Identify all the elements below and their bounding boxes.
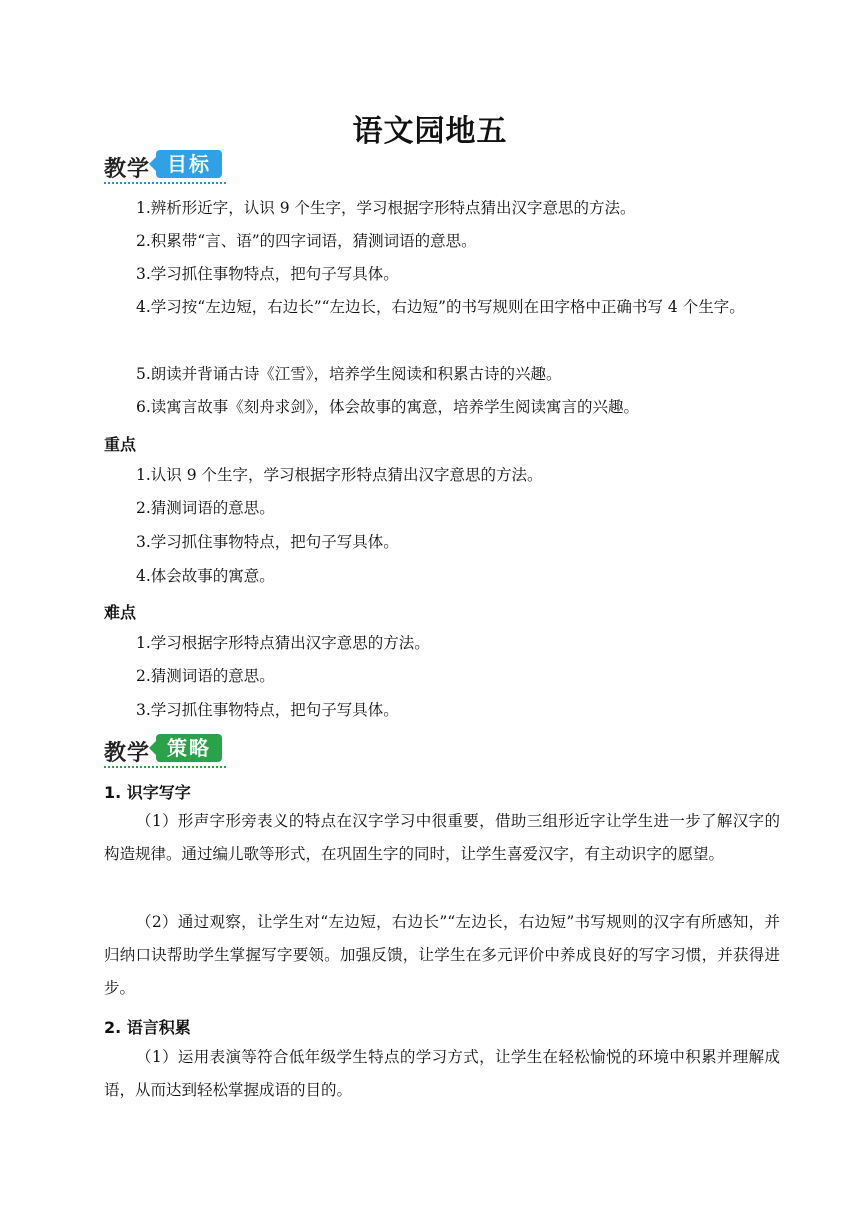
- goal-item: 6.读寓言故事《刻舟求剑》，体会故事的寓意，培养学生阅读寓言的兴趣。: [136, 398, 640, 416]
- key-points-heading: 重点: [104, 435, 137, 454]
- badge-strategy-underline: [104, 766, 226, 768]
- strategy-heading: 2. 语言积累: [104, 1018, 191, 1037]
- section-badge-goals: [104, 150, 234, 186]
- badge-goals-left: 教学: [104, 157, 151, 182]
- goal-item: 1.辨析形近字，认识 9 个生字，学习根据字形特点猜出汉字意思的方法。: [136, 199, 636, 217]
- key-point-item: 1.认识 9 个生字，学习根据字形特点猜出汉字意思的方法。: [136, 466, 543, 484]
- key-point-item: 4.体会故事的寓意。: [136, 567, 275, 585]
- strategy-heading: 1. 识字写字: [104, 783, 191, 802]
- difficult-point-item: 3.学习抓住事物特点，把句子写具体。: [136, 701, 399, 719]
- page-title: 语文园地五: [352, 114, 508, 149]
- goal-item: 5.朗读并背诵古诗《江雪》，培养学生阅读和积累古诗的兴趣。: [136, 365, 562, 383]
- strategy-paragraph: （1）形声字形旁表义的特点在汉字学习中很重要，借助三组形近字让学生进一步了解汉字的构造规律。通过编儿歌等形式，在巩固生字的同时，让学生喜爱汉字，有主动识字的愿望。: [104, 812, 780, 863]
- key-point-item: 2.猜测词语的意思。: [136, 499, 275, 517]
- goal-item: 2.积累带“言、语”的四字词语，猜测词语的意思。: [136, 232, 477, 250]
- key-point-item: 3.学习抓住事物特点，把句子写具体。: [136, 533, 399, 551]
- badge-strategy-right: 策略: [156, 734, 222, 762]
- difficult-points-heading: 难点: [104, 603, 137, 622]
- difficult-point-item: 2.猜测词语的意思。: [136, 667, 275, 685]
- badge-strategy-left: 教学: [104, 741, 151, 766]
- badge-goals-underline: [104, 182, 226, 184]
- goal-item: 4.学习按“左边短，右边长”“左边长，右边短”的书写规则在田字格中正确书写 4 个生字。: [136, 298, 745, 316]
- difficult-point-item: 1.学习根据字形特点猜出汉字意思的方法。: [136, 634, 430, 652]
- strategy-paragraph: （2）通过观察，让学生对“左边短，右边长”“左边长，右边短”书写规则的汉字有所感知，并归纳口诀帮助学生掌握写字要领。加强反馈，让学生在多元评价中养成良好的写字习惯，并获得进步。: [104, 913, 780, 997]
- goal-item: 3.学习抓住事物特点，把句子写具体。: [136, 265, 399, 283]
- badge-goals-right: 目标: [156, 150, 222, 178]
- strategy-paragraph: （1）运用表演等符合低年级学生特点的学习方式，让学生在轻松愉悦的环境中积累并理解成语，从而达到轻松掌握成语的目的。: [104, 1048, 780, 1099]
- section-badge-strategy: [104, 734, 234, 770]
